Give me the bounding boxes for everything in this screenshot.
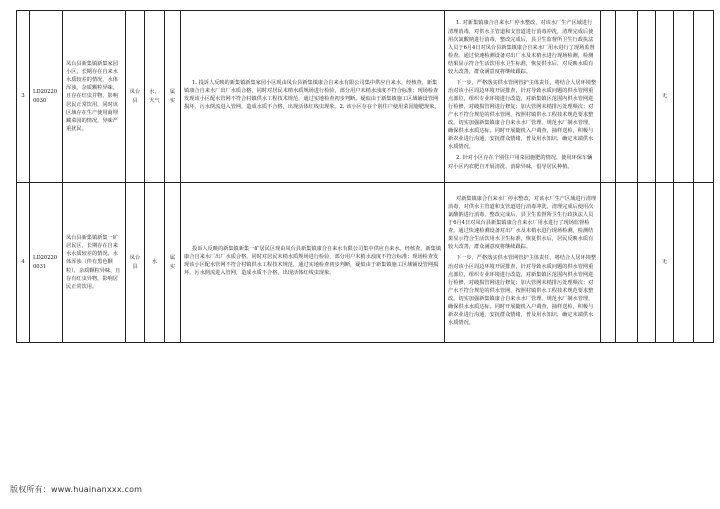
empty-cell [694,183,714,343]
findings-text: 1. 投诉人反映的新集镇新集家园小区现由凤台县新集镇康合自来水有限公司集中供应自来水。经核查，新集镇康合自来水厂出厂水质合格，同时对居民末梢水质规场进行检验，部分用户末梢水浊度不符合标准；现场检查发现该小区配水管网不符合村镇供水工程技术规范，通过实地检查初步判断，疑似由于新集镇施工区域铺设管网损坏，污水倒流进入管网，造成水质不合格，出现活体红线虫现象。2. 该小区存在个别住户使用菜园施肥现象。 [184,79,440,111]
actions-cell [445,11,601,183]
pollution-type-cell: 水，大气 [145,11,165,183]
empty-cell [674,11,694,183]
empty-cell [616,183,638,343]
empty-cell [674,183,694,343]
findings-cell [181,183,445,343]
row-number: 3 [17,11,30,183]
case-id: LD20220 0030 [30,11,63,183]
table-row [17,183,714,343]
findings-cell [181,11,445,183]
remark-cell: 无 [656,183,674,343]
action-paragraph: 对新集镇康合自来水厂停水整改，对该水厂生产区域进行清理消毒，对供水主管道和支管道进行消毒冲洗，清理完成后使用次氯酸钠进行消毒，整改完成后，县卫生监督所卫生行政执法人员于6月4日对凤台县新集镇康合自来水厂用水进行了现场监督检查。通过快速检测设备对出厂水及末梢水进行现场检测，检测结果显示符合生活饮用水卫生标准，恢复供水后，居民反映水质有较大改善，群众满意度将继续跟踪。 [448,196,597,251]
pollution-type-cell: 水 [145,183,165,343]
findings-text: 投诉人反映的新集镇新集一矿居民区现由凤台县新集镇康合自来水有限公司集中供应自来水。经核查，新集镇康合自来水厂出厂水质合格，同时对居民末梢水质规场进行检验，部分用户末梢水浊度不符合标准；现场检查发现该小区配水管网不符合村镇供水工程技术规范，通过实地检查初步判断，疑似由于新集镇施工区域铺设管网损坏，污水倒流进入管网，造成水质不合格，出现活体红线虫现象。 [184,245,442,277]
actions-cell [445,183,601,343]
complaint-table [16,10,714,343]
complaint-description: 凤台县新集镇新集一矿居民区，长期存在自来水水质较差的情况，水体浑浊（伴有黑色颗粒），杂质颗粒异味，且存有红虫异物，影响居民正常饮用。 [63,183,126,343]
complaint-description: 凤台县新集镇新集家园小区，长期存在自来水水质较差的情况，水体浑浊，杂质颗粒异味，且存在红虫并物，影响居民正常饮用，同时该区域存在生产使用商埋藏菜园的情况，异味严重扰民。 [63,11,126,183]
empty-cell [601,183,616,343]
verification-status-cell: 属实 [165,11,181,183]
remark-cell: 无 [656,11,674,183]
county-cell: 凤台县 [126,11,145,183]
empty-cell [638,183,656,343]
action-paragraph: 下一步，严格落实供水管网管护主体责任，将结合人居环境整治对该小区周边环境开展排查，针对导致水质问题的供水管网重点部位，组织专业环境进行改造，对新集镇区范围内供水管网进行检修，对破损管网进行修复；加大管网末梢排污处理频次；对产水不符合规范的供水管网，按照村镇供水工程技术规范要求整改。切实加强新集镇康合自来水水厂管理，规范水厂制水管理，确保供水水质达标，同时开展随机入户调查，抽样送检，积极与新农业进行沟通，安抚群众情绪，普及用水知识，确定末端供水水质情况。 [448,255,597,326]
table-row [17,11,714,183]
empty-cell [616,11,638,183]
verification-status-cell: 属实 [165,183,181,343]
empty-cell [638,11,656,183]
action-paragraph: 2. 针对小区存在个别住户用菜园施肥的情况，使用环保车辆对小区内农肥自开展清洗、消除异味，倡导居民种植。 [448,155,593,170]
empty-cell [601,11,616,183]
county-cell: 凤台县 [126,183,145,343]
case-id: LD20220 0031 [30,183,63,343]
empty-cell [694,11,714,183]
action-paragraph: 下一步，严格落实供水管网管护主体责任，将结合人居环境整治对该小区周边环境开展排查，针对导致水质问题的供水管网重点部位，组织专业环境进行改造，对新集镇区范围内供水管网进行检修，对破损管网进行修复；加大管网末梢排污处理频次；对产水不符合规范的供水管网，按照村镇供水工程技术规范要求整改。切实加强新集镇康合自来水水厂管理，规范水厂制水管理，确保供水水质达标，同时开展随机入户调查，抽样送检，积极与新农业进行沟通，安抚群众情绪，普及用水知识，确定末端供水水质情况。 [448,79,597,151]
watermark: 版权所有：www.huainanxxx.com [10,485,143,494]
action-paragraph: 1. 对新集镇康合自来水厂停水整改，对该水厂生产区域进行清理消毒，对供水主管道和支管道进行消毒冲洗，清理完成后使用次氯酸钠进行消毒，整改完成后，县卫生监督所卫生行政执法人员于6月4日对凤台县新集镇康合自来水厂用水进行了现场监督检查。通过快速检测设备对出厂水及末梢水进行现场检测，检测结果显示符合生活饮用水卫生标准，恢复供水后，对反映水质有较大改善，群众满意度将继续跟踪。 [448,20,595,75]
row-number: 4 [17,183,30,343]
